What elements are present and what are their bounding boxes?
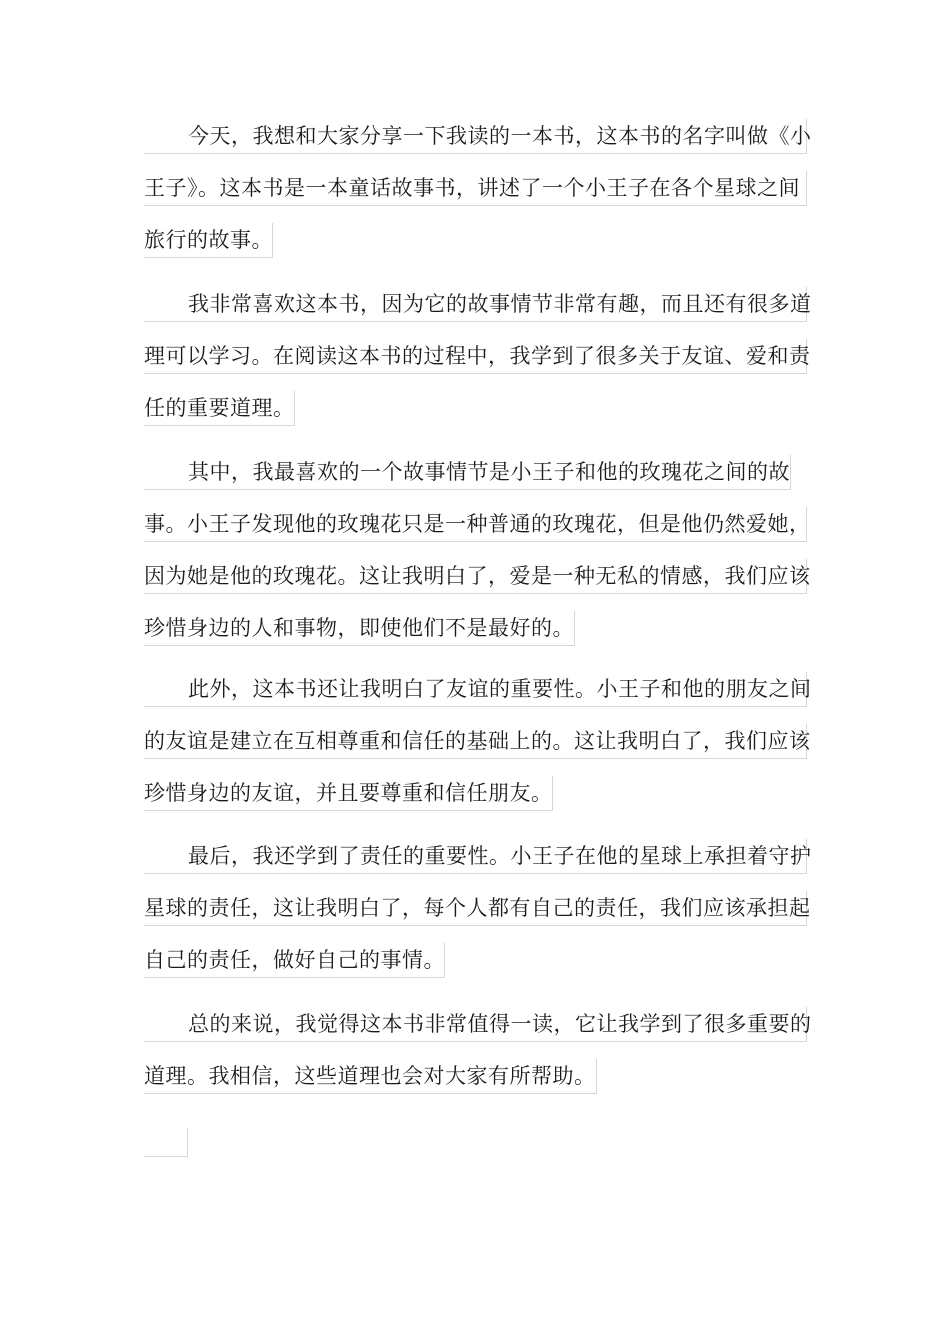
paragraph-line: 此外，这本书还让我明白了友谊的重要性。小王子和他的朋友之间 bbox=[144, 672, 807, 707]
paragraph-line: 星球的责任，这让我明白了，每个人都有自己的责任，我们应该承担起 bbox=[144, 891, 807, 926]
paragraph-1 bbox=[144, 119, 812, 275]
paragraph-3 bbox=[144, 455, 811, 663]
paragraph-line: 王子》。这本书是一本童话故事书，讲述了一个小王子在各个星球之间 bbox=[144, 171, 807, 206]
paragraph-line: 任的重要道理。 bbox=[144, 391, 295, 426]
paragraph-line: 珍惜身边的人和事物，即使他们不是最好的。 bbox=[144, 611, 575, 646]
paragraph-line: 事。小王子发现他的玫瑰花只是一种普通的玫瑰花，但是他仍然爱她， bbox=[144, 507, 807, 542]
empty-line-marker bbox=[144, 1128, 188, 1157]
paragraph-line: 总的来说，我觉得这本书非常值得一读，它让我学到了很多重要的 bbox=[144, 1007, 807, 1042]
paragraph-line: 理可以学习。在阅读这本书的过程中，我学到了很多关于友谊、爱和责 bbox=[144, 339, 807, 374]
paragraph-6 bbox=[144, 1007, 812, 1111]
paragraph-line: 最后，我还学到了责任的重要性。小王子在他的星球上承担着守护 bbox=[144, 839, 807, 874]
paragraph-line: 我非常喜欢这本书，因为它的故事情节非常有趣，而且还有很多道 bbox=[144, 287, 807, 322]
paragraph-4 bbox=[144, 672, 812, 828]
paragraph-2 bbox=[144, 287, 812, 443]
paragraph-line: 因为她是他的玫瑰花。这让我明白了，爱是一种无私的情感，我们应该 bbox=[144, 559, 807, 594]
paragraph-line: 道理。我相信，这些道理也会对大家有所帮助。 bbox=[144, 1059, 597, 1094]
paragraph-line: 今天，我想和大家分享一下我读的一本书，这本书的名字叫做《小 bbox=[144, 119, 807, 154]
paragraph-line: 旅行的故事。 bbox=[144, 223, 273, 258]
paragraph-5 bbox=[144, 839, 812, 995]
paragraph-line: 其中，我最喜欢的一个故事情节是小王子和他的玫瑰花之间的故 bbox=[144, 455, 791, 490]
paragraph-line: 珍惜身边的友谊，并且要尊重和信任朋友。 bbox=[144, 776, 553, 811]
paragraph-line: 自己的责任，做好自己的事情。 bbox=[144, 943, 445, 978]
paragraph-line: 的友谊是建立在互相尊重和信任的基础上的。这让我明白了，我们应该 bbox=[144, 724, 807, 759]
